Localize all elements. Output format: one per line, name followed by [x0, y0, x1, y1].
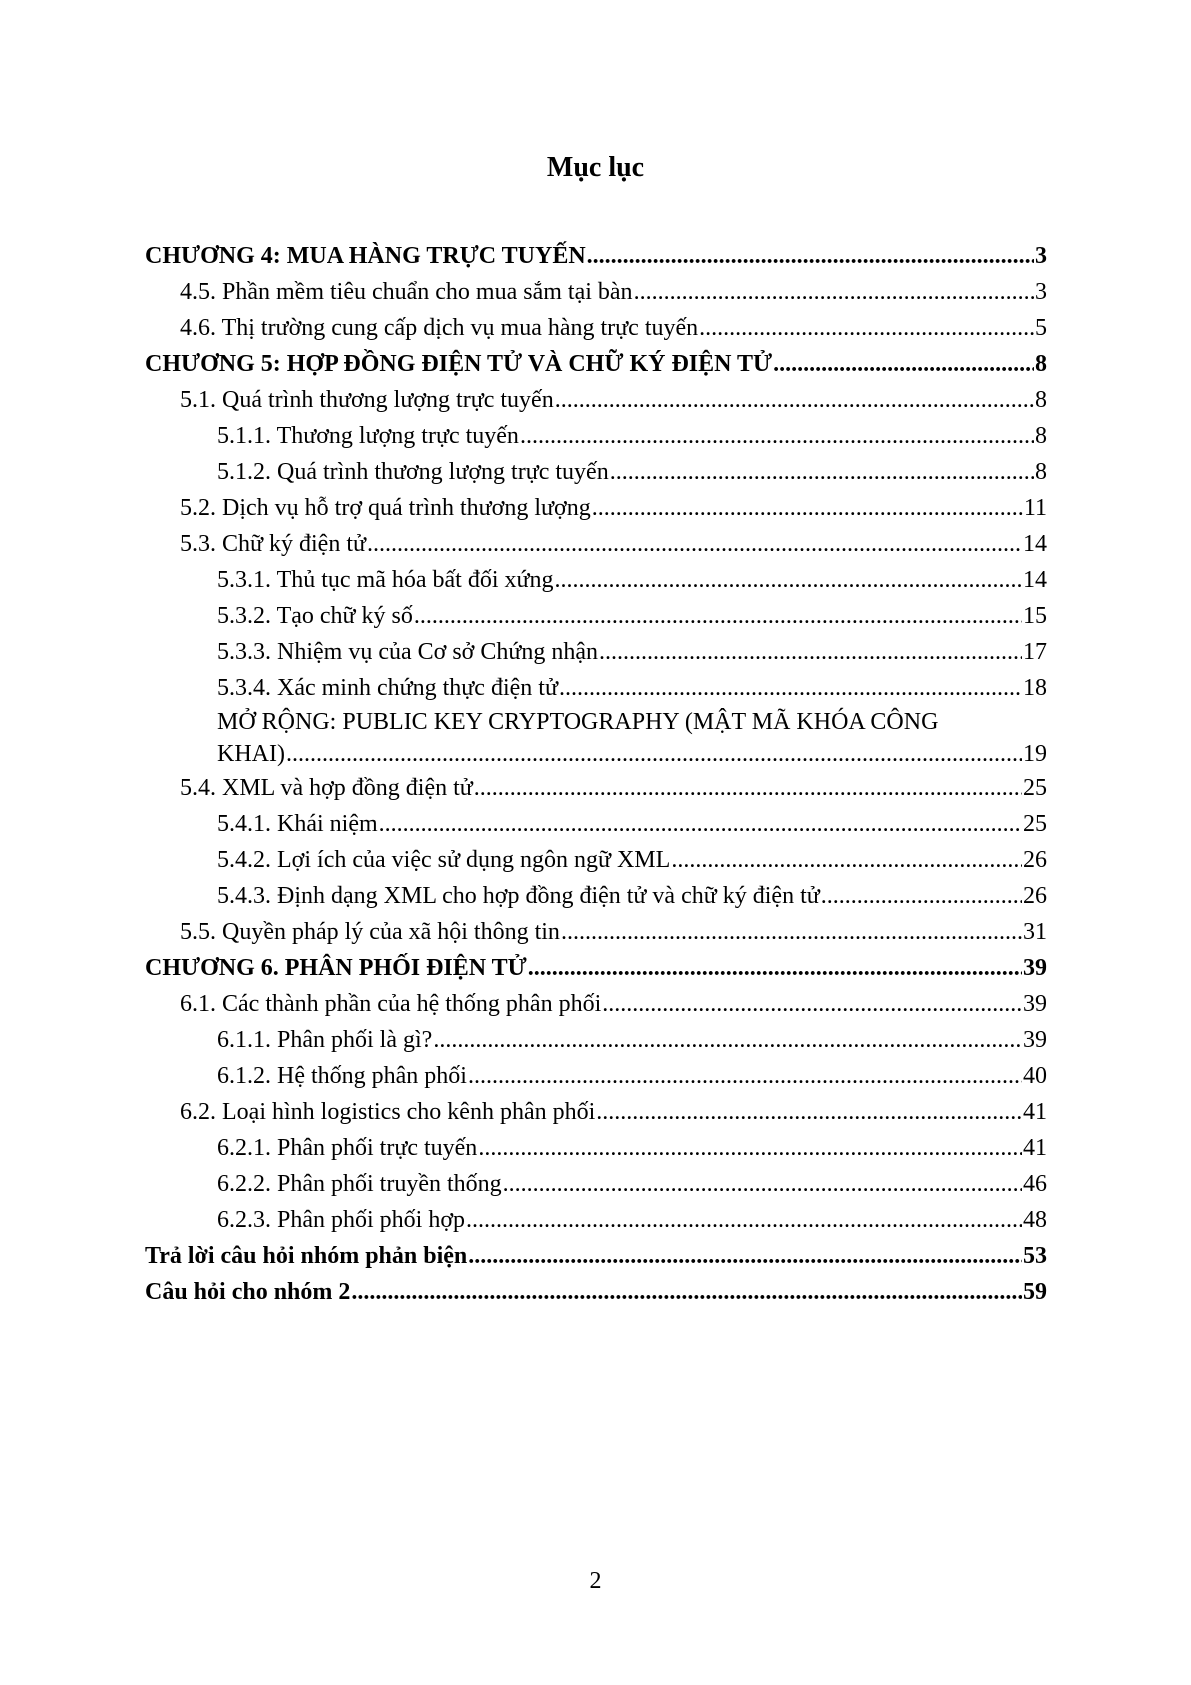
toc-entry-page: 25 [1023, 811, 1047, 837]
toc-entry-page: 48 [1023, 1207, 1047, 1233]
toc-dot-leader [468, 1058, 1022, 1094]
toc-dot-leader [351, 1274, 1022, 1310]
toc-entry-text: 4.6. Thị trường cung cấp dịch vụ mua hàng trực tuyến [180, 315, 699, 341]
toc-entry-text: 5.2. Dịch vụ hỗ trợ quá trình thương lượng [180, 495, 591, 521]
toc-entry-5-4-2[interactable] [145, 842, 1047, 878]
toc-entry-page: 26 [1023, 847, 1047, 873]
toc-entry-page: 15 [1023, 603, 1047, 629]
toc-dot-leader [587, 238, 1034, 274]
toc-dot-leader [466, 1202, 1022, 1238]
toc-entry-page: 46 [1023, 1171, 1047, 1197]
toc-entry-text: 5.3.4. Xác minh chứng thực điện tử [217, 675, 558, 701]
toc-entry-6-2-2[interactable] [145, 1166, 1047, 1202]
toc-entry-chapter-4[interactable] [145, 238, 1047, 274]
toc-entry-chapter-5[interactable] [145, 346, 1047, 382]
toc-dot-leader [414, 598, 1022, 634]
toc-dot-leader [379, 806, 1022, 842]
page-number: 2 [589, 1568, 602, 1594]
toc-entry-page: 8 [1035, 423, 1047, 449]
toc-entry-5-2[interactable] [145, 490, 1047, 526]
table-of-contents [145, 238, 1047, 1310]
toc-entry-6-1-2[interactable] [145, 1058, 1047, 1094]
toc-dot-leader [599, 634, 1022, 670]
toc-dot-leader [592, 490, 1023, 526]
toc-dot-leader [602, 986, 1022, 1022]
toc-entry-text: 5.5. Quyền pháp lý của xã hội thông tin [180, 919, 560, 945]
toc-entry-6-1-1[interactable] [145, 1022, 1047, 1058]
toc-dot-leader [555, 382, 1034, 418]
toc-entry-text: 5.3.2. Tạo chữ ký số [217, 603, 413, 629]
toc-dot-leader [478, 1130, 1022, 1166]
toc-entry-page: 39 [1023, 955, 1047, 981]
toc-entry-public-key-cryptography[interactable] [145, 706, 1047, 770]
toc-entry-page: 26 [1023, 883, 1047, 909]
toc-entry-page: 5 [1035, 315, 1047, 341]
toc-entry-5-1-1[interactable] [145, 418, 1047, 454]
toc-entry-text: 5.1. Quá trình thương lượng trực tuyến [180, 387, 554, 413]
toc-entry-6-2-1[interactable] [145, 1130, 1047, 1166]
toc-entry-text: CHƯƠNG 4: MUA HÀNG TRỰC TUYẾN [145, 243, 586, 269]
toc-dot-leader [773, 346, 1034, 382]
toc-entry-5-4-3[interactable] [145, 878, 1047, 914]
toc-dot-leader [468, 1238, 1022, 1274]
toc-entry-text-line1: MỞ RỘNG: PUBLIC KEY CRYPTOGRAPHY (MẬT MÃ KHÓA CÔNG [217, 709, 939, 735]
toc-entry-5-5[interactable] [145, 914, 1047, 950]
toc-entry-5-3-4[interactable] [145, 670, 1047, 706]
toc-entry-5-3-2[interactable] [145, 598, 1047, 634]
toc-dot-leader [561, 914, 1022, 950]
toc-entry-page: 8 [1035, 459, 1047, 485]
toc-entry-review-answers[interactable] [145, 1238, 1047, 1274]
toc-dot-leader [821, 878, 1022, 914]
toc-entry-questions-group-2[interactable] [145, 1274, 1047, 1310]
toc-entry-5-4-1[interactable] [145, 806, 1047, 842]
toc-entry-page: 8 [1035, 387, 1047, 413]
toc-entry-text: 6.1.2. Hệ thống phân phối [217, 1063, 467, 1089]
toc-dot-leader [671, 842, 1022, 878]
toc-entry-6-2-3[interactable] [145, 1202, 1047, 1238]
toc-entry-text: Trả lời câu hỏi nhóm phản biện [145, 1243, 468, 1269]
toc-dot-leader [474, 770, 1022, 806]
toc-entry-page: 14 [1023, 531, 1047, 557]
toc-entry-page: 59 [1023, 1279, 1047, 1305]
toc-entry-5-4[interactable] [145, 770, 1047, 806]
toc-dot-leader [610, 454, 1034, 490]
toc-entry-page: 53 [1023, 1243, 1047, 1269]
toc-entry-text: 5.3.3. Nhiệm vụ của Cơ sở Chứng nhận [217, 639, 599, 665]
toc-entry-6-1[interactable] [145, 986, 1047, 1022]
toc-entry-page: 18 [1023, 675, 1047, 701]
toc-entry-text: 5.1.2. Quá trình thương lượng trực tuyến [217, 459, 609, 485]
toc-entry-text: CHƯƠNG 6. PHÂN PHỐI ĐIỆN TỬ [145, 955, 527, 981]
toc-entry-5-1-2[interactable] [145, 454, 1047, 490]
toc-entry-5-3[interactable] [145, 526, 1047, 562]
toc-entry-page: 31 [1023, 919, 1047, 945]
toc-entry-page: 17 [1023, 639, 1047, 665]
toc-entry-text: CHƯƠNG 5: HỢP ĐỒNG ĐIỆN TỬ VÀ CHỮ KÝ ĐIỆN TỬ [145, 351, 773, 377]
toc-dot-leader [634, 274, 1034, 310]
toc-entry-chapter-6[interactable] [145, 950, 1047, 986]
toc-entry-5-3-1[interactable] [145, 562, 1047, 598]
toc-dot-leader [433, 1022, 1022, 1058]
toc-entry-6-2[interactable] [145, 1094, 1047, 1130]
toc-dot-leader [528, 950, 1022, 986]
toc-dot-leader [699, 310, 1034, 346]
toc-entry-text: 6.1. Các thành phần của hệ thống phân phối [180, 991, 602, 1017]
toc-entry-page: 14 [1023, 567, 1047, 593]
toc-entry-page: 41 [1023, 1099, 1047, 1125]
toc-entry-text: 6.2.2. Phân phối truyền thống [217, 1171, 502, 1197]
toc-entry-text: 5.1.1. Thương lượng trực tuyến [217, 423, 519, 449]
toc-entry-text: 4.5. Phần mềm tiêu chuẩn cho mua sắm tại bàn [180, 279, 633, 305]
page-title: Mục lục [546, 152, 645, 183]
toc-entry-second-line [217, 738, 1047, 770]
toc-entry-page: 3 [1035, 279, 1047, 305]
toc-entry-page: 39 [1023, 1027, 1047, 1053]
toc-entry-page: 3 [1035, 243, 1047, 269]
toc-entry-text: 6.2.1. Phân phối trực tuyến [217, 1135, 478, 1161]
toc-entry-text: 6.2. Loại hình logistics cho kênh phân phối [180, 1099, 596, 1125]
toc-entry-page: 39 [1023, 991, 1047, 1017]
toc-entry-text-line2: KHAI) [217, 741, 285, 767]
toc-dot-leader [367, 526, 1022, 562]
toc-entry-page: 11 [1023, 495, 1047, 521]
toc-entry-text: 6.2.3. Phân phối phối hợp [217, 1207, 466, 1233]
toc-entry-text: 5.4. XML và hợp đồng điện tử [180, 775, 473, 801]
toc-entry-text: 5.4.2. Lợi ích của việc sử dụng ngôn ngữ XML [217, 847, 671, 873]
toc-dot-leader [596, 1094, 1022, 1130]
toc-entry-text: 5.4.3. Định dạng XML cho hợp đồng điện tử và chữ ký điện tử [217, 883, 820, 909]
toc-entry-text: 6.1.1. Phân phối là gì? [217, 1027, 433, 1053]
toc-dot-leader [520, 418, 1034, 454]
toc-entry-text: 5.3. Chữ ký điện tử [180, 531, 367, 557]
toc-entry-5-3-3[interactable] [145, 634, 1047, 670]
toc-entry-4-5[interactable] [145, 274, 1047, 310]
toc-dot-leader [559, 670, 1022, 706]
toc-entry-page: 41 [1023, 1135, 1047, 1161]
toc-entry-page: 25 [1023, 775, 1047, 801]
toc-entry-page: 40 [1023, 1063, 1047, 1089]
toc-entry-page: 19 [1023, 741, 1047, 767]
toc-entry-text: 5.4.1. Khái niệm [217, 811, 378, 837]
toc-dot-leader [286, 738, 1022, 770]
toc-dot-leader [503, 1166, 1022, 1202]
toc-entry-4-6[interactable] [145, 310, 1047, 346]
toc-entry-text: 5.3.1. Thủ tục mã hóa bất đối xứng [217, 567, 554, 593]
toc-entry-5-1[interactable] [145, 382, 1047, 418]
toc-dot-leader [555, 562, 1022, 598]
toc-entry-page: 8 [1035, 351, 1047, 377]
toc-entry-text: Câu hỏi cho nhóm 2 [145, 1279, 351, 1305]
